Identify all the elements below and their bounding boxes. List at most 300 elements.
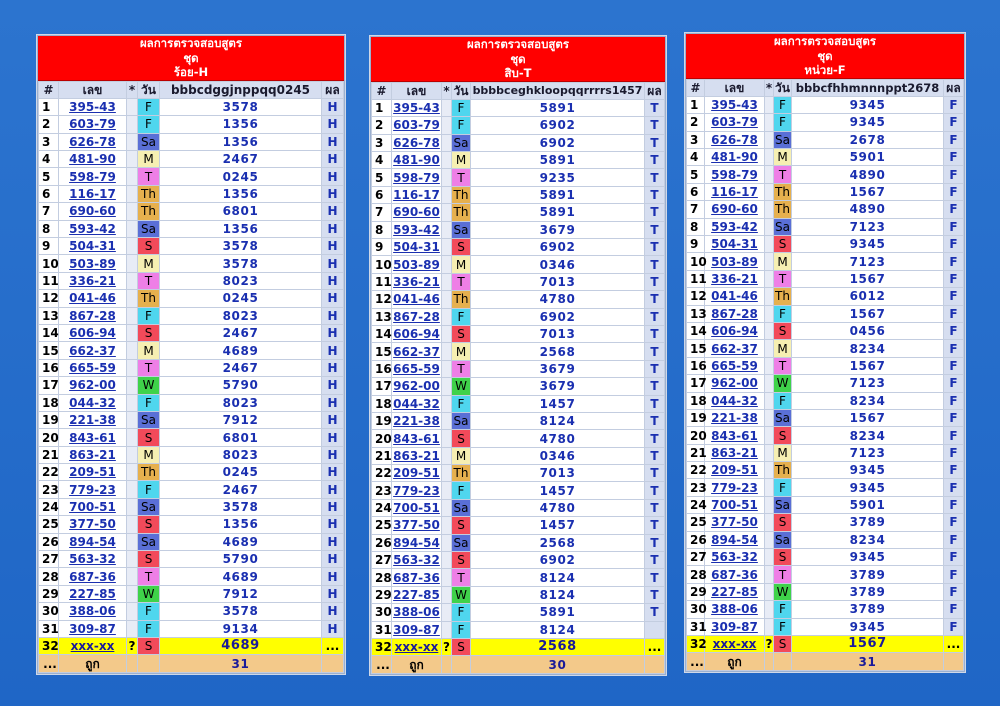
row-index: 8	[39, 220, 59, 237]
row-number-link[interactable]: 593-42	[69, 221, 116, 236]
row-star-cell	[127, 185, 138, 202]
row-number-link[interactable]: 700-51	[69, 500, 116, 515]
row-number-link[interactable]: 209-51	[393, 466, 440, 481]
table-row	[372, 360, 665, 377]
row-index: 19	[687, 409, 705, 426]
row-number-link[interactable]: 309-87	[393, 622, 440, 637]
row-star-cell	[765, 270, 774, 287]
row-formula-value: 8234	[792, 427, 944, 444]
row-star-cell	[127, 394, 138, 411]
table-row	[372, 343, 665, 360]
row-star-cell	[442, 221, 452, 238]
row-result: H	[322, 116, 344, 133]
summary-empty	[452, 656, 471, 673]
row-number-cell	[59, 446, 127, 463]
row-formula-value: 6902	[471, 308, 645, 325]
prediction-day-badge: S	[452, 639, 471, 656]
row-star-cell	[127, 411, 138, 428]
row-star-cell	[765, 96, 774, 113]
row-star-cell	[765, 322, 774, 339]
row-number-link[interactable]: 626-78	[393, 135, 440, 150]
row-number-link[interactable]: 395-43	[711, 98, 758, 113]
row-number-link[interactable]: 116-17	[711, 185, 758, 200]
row-number-link[interactable]: 395-43	[393, 101, 440, 116]
row-day-badge: T	[138, 359, 160, 376]
row-index: 12	[687, 288, 705, 305]
summary-empty	[774, 653, 792, 670]
row-number-cell	[59, 551, 127, 568]
row-number-link[interactable]: 894-54	[69, 534, 116, 549]
table-row	[39, 324, 344, 341]
table-row	[687, 183, 964, 200]
row-number-cell	[705, 253, 765, 270]
prediction-number-link[interactable]: xxx-xx	[70, 639, 115, 654]
row-number-link[interactable]: 336-21	[69, 273, 116, 288]
row-number-link[interactable]: 227-85	[69, 587, 116, 602]
row-result: H	[322, 359, 344, 376]
row-day-badge: F	[774, 392, 792, 409]
row-formula-value: 1356	[160, 116, 322, 133]
result-table	[38, 81, 344, 673]
row-day-badge: Sa	[138, 133, 160, 150]
row-result: H	[322, 603, 344, 620]
table-header-row	[39, 81, 344, 98]
row-number-link[interactable]: 894-54	[711, 532, 758, 547]
row-number-link[interactable]: 504-31	[69, 239, 116, 254]
row-result: T	[645, 465, 665, 482]
row-index: 19	[372, 412, 392, 429]
row-result: F	[944, 253, 964, 270]
table-row	[39, 446, 344, 463]
row-day-badge: S	[452, 430, 471, 447]
table-row	[687, 583, 964, 600]
row-star-cell	[127, 603, 138, 620]
row-number-link[interactable]: 603-79	[69, 117, 116, 132]
row-number-link[interactable]: 843-61	[711, 428, 758, 443]
row-number-link[interactable]: 863-21	[711, 445, 758, 460]
row-number-link[interactable]: 687-36	[393, 570, 440, 585]
row-number-link[interactable]: 221-38	[711, 411, 758, 426]
row-number-link[interactable]: 504-31	[393, 240, 440, 255]
row-number-link[interactable]: 662-37	[69, 343, 116, 358]
row-star-cell	[765, 305, 774, 322]
row-number-cell	[705, 236, 765, 253]
row-number-cell	[59, 342, 127, 359]
row-day-badge: F	[774, 618, 792, 635]
row-index: 32	[687, 636, 705, 653]
row-number-link[interactable]: 221-38	[393, 414, 440, 429]
summary-empty	[765, 653, 774, 670]
row-number-link[interactable]: 309-87	[711, 619, 758, 634]
row-day-badge: S	[138, 324, 160, 341]
row-formula-value: 9134	[160, 620, 322, 637]
row-result: F	[944, 218, 964, 235]
row-number-link[interactable]: 603-79	[393, 118, 440, 133]
row-star-cell	[442, 482, 452, 499]
row-formula-value: 9345	[792, 549, 944, 566]
row-number-link[interactable]: 209-51	[69, 465, 116, 480]
row-number-link[interactable]: 563-32	[711, 550, 758, 565]
row-number-link[interactable]: 962-00	[69, 378, 116, 393]
row-number-link[interactable]: 690-60	[711, 202, 758, 217]
row-number-link[interactable]: 606-94	[711, 324, 758, 339]
row-index: 5	[372, 169, 392, 186]
table-row	[39, 342, 344, 359]
row-star-cell	[442, 273, 452, 290]
row-number-link[interactable]: 593-42	[393, 222, 440, 237]
row-number-link[interactable]: 687-36	[69, 569, 116, 584]
row-number-link[interactable]: 779-23	[711, 480, 758, 495]
row-result: H	[322, 620, 344, 637]
row-result: F	[944, 409, 964, 426]
row-result: F	[944, 549, 964, 566]
row-index: 30	[687, 601, 705, 618]
prediction-number-cell	[705, 636, 765, 653]
row-star-cell	[127, 324, 138, 341]
summary-label: ถูก	[392, 656, 442, 673]
row-star-cell	[765, 375, 774, 392]
row-number-link[interactable]: 309-87	[69, 621, 116, 636]
row-number-link[interactable]: 504-31	[711, 237, 758, 252]
row-index: 1	[687, 96, 705, 113]
row-number-link[interactable]: 377-50	[393, 518, 440, 533]
table-row	[372, 499, 665, 516]
row-number-link[interactable]: 563-32	[69, 552, 116, 567]
row-number-link[interactable]: 606-94	[69, 326, 116, 341]
row-formula-value: 4890	[792, 166, 944, 183]
row-number-cell	[59, 533, 127, 550]
row-number-link[interactable]: 690-60	[393, 205, 440, 220]
row-number-cell	[392, 291, 442, 308]
row-number-cell	[59, 238, 127, 255]
row-day-badge: F	[452, 117, 471, 134]
table-row	[687, 166, 964, 183]
row-index: 14	[372, 325, 392, 342]
row-index: 13	[39, 307, 59, 324]
row-star-cell	[127, 133, 138, 150]
row-number-cell	[705, 583, 765, 600]
row-number-link[interactable]: 041-46	[393, 292, 440, 307]
row-number-cell	[392, 430, 442, 447]
row-number-link[interactable]: 843-61	[69, 430, 116, 445]
row-formula-value: 0245	[160, 290, 322, 307]
row-number-link[interactable]: 481-90	[69, 152, 116, 167]
prediction-number-link[interactable]: xxx-xx	[394, 640, 439, 655]
row-formula-value: 7912	[160, 585, 322, 602]
row-formula-value: 4890	[792, 201, 944, 218]
row-number-link[interactable]: 116-17	[69, 187, 116, 202]
row-number-link[interactable]: 044-32	[393, 396, 440, 411]
row-number-cell	[705, 549, 765, 566]
row-day-badge: Sa	[452, 534, 471, 551]
row-number-cell	[705, 514, 765, 531]
row-star-cell	[442, 325, 452, 342]
row-result: T	[645, 430, 665, 447]
row-day-badge: Th	[452, 186, 471, 203]
row-index: 29	[39, 585, 59, 602]
table-row	[687, 375, 964, 392]
row-star-cell	[442, 343, 452, 360]
row-number-cell	[392, 517, 442, 534]
row-number-link[interactable]: 665-59	[393, 361, 440, 376]
summary-empty	[138, 655, 160, 672]
table-row	[39, 238, 344, 255]
row-number-link[interactable]: 116-17	[393, 188, 440, 203]
row-number-link[interactable]: 863-21	[69, 447, 116, 462]
row-number-link[interactable]: 227-85	[393, 588, 440, 603]
table-header-row	[687, 79, 964, 96]
row-number-cell	[705, 444, 765, 461]
row-number-link[interactable]: 336-21	[711, 271, 758, 286]
row-number-link[interactable]: 336-21	[393, 274, 440, 289]
row-index: 2	[687, 114, 705, 131]
row-number-cell	[59, 411, 127, 428]
row-number-cell	[392, 99, 442, 116]
row-index: 21	[39, 446, 59, 463]
row-result: T	[645, 395, 665, 412]
row-result: T	[645, 447, 665, 464]
row-star-cell	[442, 134, 452, 151]
table-row	[39, 377, 344, 394]
prediction-number-link[interactable]: xxx-xx	[712, 637, 757, 652]
row-formula-value: 3789	[792, 566, 944, 583]
row-number-link[interactable]: 962-00	[711, 376, 758, 391]
col-header-no: #	[39, 81, 59, 98]
row-star-cell	[442, 169, 452, 186]
row-star-cell	[127, 446, 138, 463]
row-day-badge: M	[452, 152, 471, 169]
row-star-cell	[442, 552, 452, 569]
row-number-link[interactable]: 044-32	[69, 395, 116, 410]
row-day-badge: F	[138, 116, 160, 133]
row-formula-value: 3789	[792, 583, 944, 600]
row-star-cell	[127, 290, 138, 307]
row-number-link[interactable]: 867-28	[393, 309, 440, 324]
row-number-cell	[392, 604, 442, 621]
row-number-cell	[59, 359, 127, 376]
row-index: 22	[687, 462, 705, 479]
row-index: 24	[39, 498, 59, 515]
row-day-badge: S	[774, 549, 792, 566]
row-number-link[interactable]: 041-46	[711, 289, 758, 304]
row-result: H	[322, 220, 344, 237]
row-number-cell	[59, 307, 127, 324]
row-index: 28	[372, 569, 392, 586]
prediction-value: 2568	[471, 639, 645, 656]
row-number-link[interactable]: 481-90	[711, 150, 758, 165]
row-star-cell	[765, 114, 774, 131]
row-star-cell	[442, 99, 452, 116]
row-number-link[interactable]: 388-06	[393, 605, 440, 620]
row-number-link[interactable]: 481-90	[393, 153, 440, 168]
row-index: 12	[39, 290, 59, 307]
row-number-link[interactable]: 962-00	[393, 379, 440, 394]
row-number-cell	[59, 185, 127, 202]
row-star-cell	[442, 569, 452, 586]
row-result: F	[944, 114, 964, 131]
row-number-cell	[705, 149, 765, 166]
row-result: T	[645, 412, 665, 429]
row-formula-value: 8023	[160, 272, 322, 289]
row-number-cell	[392, 134, 442, 151]
row-number-link[interactable]: 598-79	[711, 167, 758, 182]
row-number-link[interactable]: 700-51	[393, 501, 440, 516]
row-formula-value: 6902	[471, 134, 645, 151]
row-number-cell	[392, 465, 442, 482]
row-day-badge: T	[138, 568, 160, 585]
row-day-badge: T	[138, 272, 160, 289]
row-result: F	[944, 514, 964, 531]
row-number-link[interactable]: 388-06	[711, 602, 758, 617]
row-number-link[interactable]: 377-50	[69, 517, 116, 532]
row-number-link[interactable]: 209-51	[711, 463, 758, 478]
row-number-link[interactable]: 606-94	[393, 327, 440, 342]
row-index: 28	[687, 566, 705, 583]
row-index: 20	[39, 429, 59, 446]
row-formula-value: 1457	[471, 517, 645, 534]
col-header-star: *	[443, 83, 450, 98]
table-row	[687, 131, 964, 148]
row-number-link[interactable]: 687-36	[711, 567, 758, 582]
row-number-cell	[59, 498, 127, 515]
row-formula-value: 6801	[160, 429, 322, 446]
row-number-link[interactable]: 665-59	[69, 360, 116, 375]
row-number-cell	[705, 322, 765, 339]
row-number-cell	[705, 270, 765, 287]
prediction-result: ...	[322, 638, 344, 655]
row-result: F	[944, 131, 964, 148]
prediction-value: 4689	[160, 638, 322, 655]
summary-empty	[442, 656, 452, 673]
row-number-link[interactable]: 779-23	[69, 482, 116, 497]
row-formula-value: 8124	[471, 569, 645, 586]
table-row	[687, 149, 964, 166]
row-number-cell	[705, 357, 765, 374]
row-star-cell	[765, 253, 774, 270]
row-number-link[interactable]: 626-78	[69, 134, 116, 149]
row-formula-value: 1356	[160, 516, 322, 533]
row-number-link[interactable]: 227-85	[711, 585, 758, 600]
row-day-badge: Sa	[775, 532, 790, 547]
row-star-cell	[127, 342, 138, 359]
row-formula-value: 8124	[471, 621, 645, 638]
table-row	[687, 566, 964, 583]
row-number-cell	[59, 290, 127, 307]
row-day-badge: Th	[138, 203, 160, 220]
row-star-cell	[765, 340, 774, 357]
row-result: F	[944, 618, 964, 635]
table-row	[372, 273, 665, 290]
row-number-cell	[392, 395, 442, 412]
row-number-link[interactable]: 563-32	[393, 553, 440, 568]
row-result: F	[944, 479, 964, 496]
row-result: F	[944, 357, 964, 374]
table-row	[39, 464, 344, 481]
row-number-link[interactable]: 377-50	[711, 515, 758, 530]
row-result: H	[322, 238, 344, 255]
row-number-link[interactable]: 779-23	[393, 483, 440, 498]
table-row	[687, 253, 964, 270]
result-rows	[687, 96, 964, 670]
row-number-link[interactable]: 690-60	[69, 204, 116, 219]
row-number-link[interactable]: 503-89	[69, 256, 116, 271]
table-row	[687, 322, 964, 339]
summary-dots: ...	[687, 653, 705, 670]
row-result: T	[645, 482, 665, 499]
row-index: 15	[39, 342, 59, 359]
row-star-cell	[765, 218, 774, 235]
prediction-star: ?	[765, 637, 773, 652]
row-number-cell	[705, 409, 765, 426]
row-number-link[interactable]: 867-28	[69, 308, 116, 323]
row-number-link[interactable]: 593-42	[711, 219, 758, 234]
col-header-result: ผล	[944, 79, 964, 96]
row-number-link[interactable]: 867-28	[711, 306, 758, 321]
row-index: 21	[687, 444, 705, 461]
row-formula-value: 1356	[160, 220, 322, 237]
row-day-badge: F	[774, 96, 792, 113]
row-formula-value: 5891	[471, 204, 645, 221]
prediction-row	[372, 639, 665, 656]
row-number-link[interactable]: 503-89	[711, 254, 758, 269]
row-result: T	[645, 308, 665, 325]
row-formula-value: 4780	[471, 291, 645, 308]
row-index: 32	[372, 639, 392, 656]
row-number-link[interactable]: 662-37	[393, 344, 440, 359]
result-table	[686, 79, 964, 671]
row-number-link[interactable]: 863-21	[393, 448, 440, 463]
row-number-cell	[392, 412, 442, 429]
row-number-cell	[59, 324, 127, 341]
table-row	[372, 308, 665, 325]
row-number-link[interactable]: 388-06	[69, 604, 116, 619]
row-index: 6	[687, 183, 705, 200]
row-number-link[interactable]: 395-43	[69, 100, 116, 115]
row-number-link[interactable]: 598-79	[393, 170, 440, 185]
row-number-cell	[392, 152, 442, 169]
row-star-cell	[765, 444, 774, 461]
row-number-link[interactable]: 041-46	[69, 291, 116, 306]
row-formula-value: 8023	[160, 307, 322, 324]
row-number-link[interactable]: 044-32	[711, 393, 758, 408]
row-number-link[interactable]: 503-89	[393, 257, 440, 272]
row-number-link[interactable]: 665-59	[711, 358, 758, 373]
row-number-link[interactable]: 894-54	[393, 535, 440, 550]
row-day-badge: T	[138, 168, 160, 185]
row-number-link[interactable]: 662-37	[711, 341, 758, 356]
row-number-link[interactable]: 598-79	[69, 169, 116, 184]
row-result: H	[322, 307, 344, 324]
row-day-badge: M	[452, 343, 471, 360]
row-number-link[interactable]: 843-61	[393, 431, 440, 446]
row-index: 20	[372, 430, 392, 447]
row-number-link[interactable]: 603-79	[711, 115, 758, 130]
table-row	[372, 569, 665, 586]
row-index: 16	[687, 357, 705, 374]
row-formula-value: 1567	[792, 305, 944, 322]
row-number-link[interactable]: 221-38	[69, 413, 116, 428]
row-formula-value: 7123	[792, 218, 944, 235]
row-star-cell	[442, 360, 452, 377]
row-star-cell	[127, 272, 138, 289]
row-number-link[interactable]: 626-78	[711, 132, 758, 147]
prediction-row	[687, 636, 964, 653]
row-number-link[interactable]: 700-51	[711, 498, 758, 513]
table-row	[39, 168, 344, 185]
row-day-badge: T	[452, 273, 471, 290]
row-day-badge: F	[452, 99, 471, 116]
row-number-cell	[392, 569, 442, 586]
